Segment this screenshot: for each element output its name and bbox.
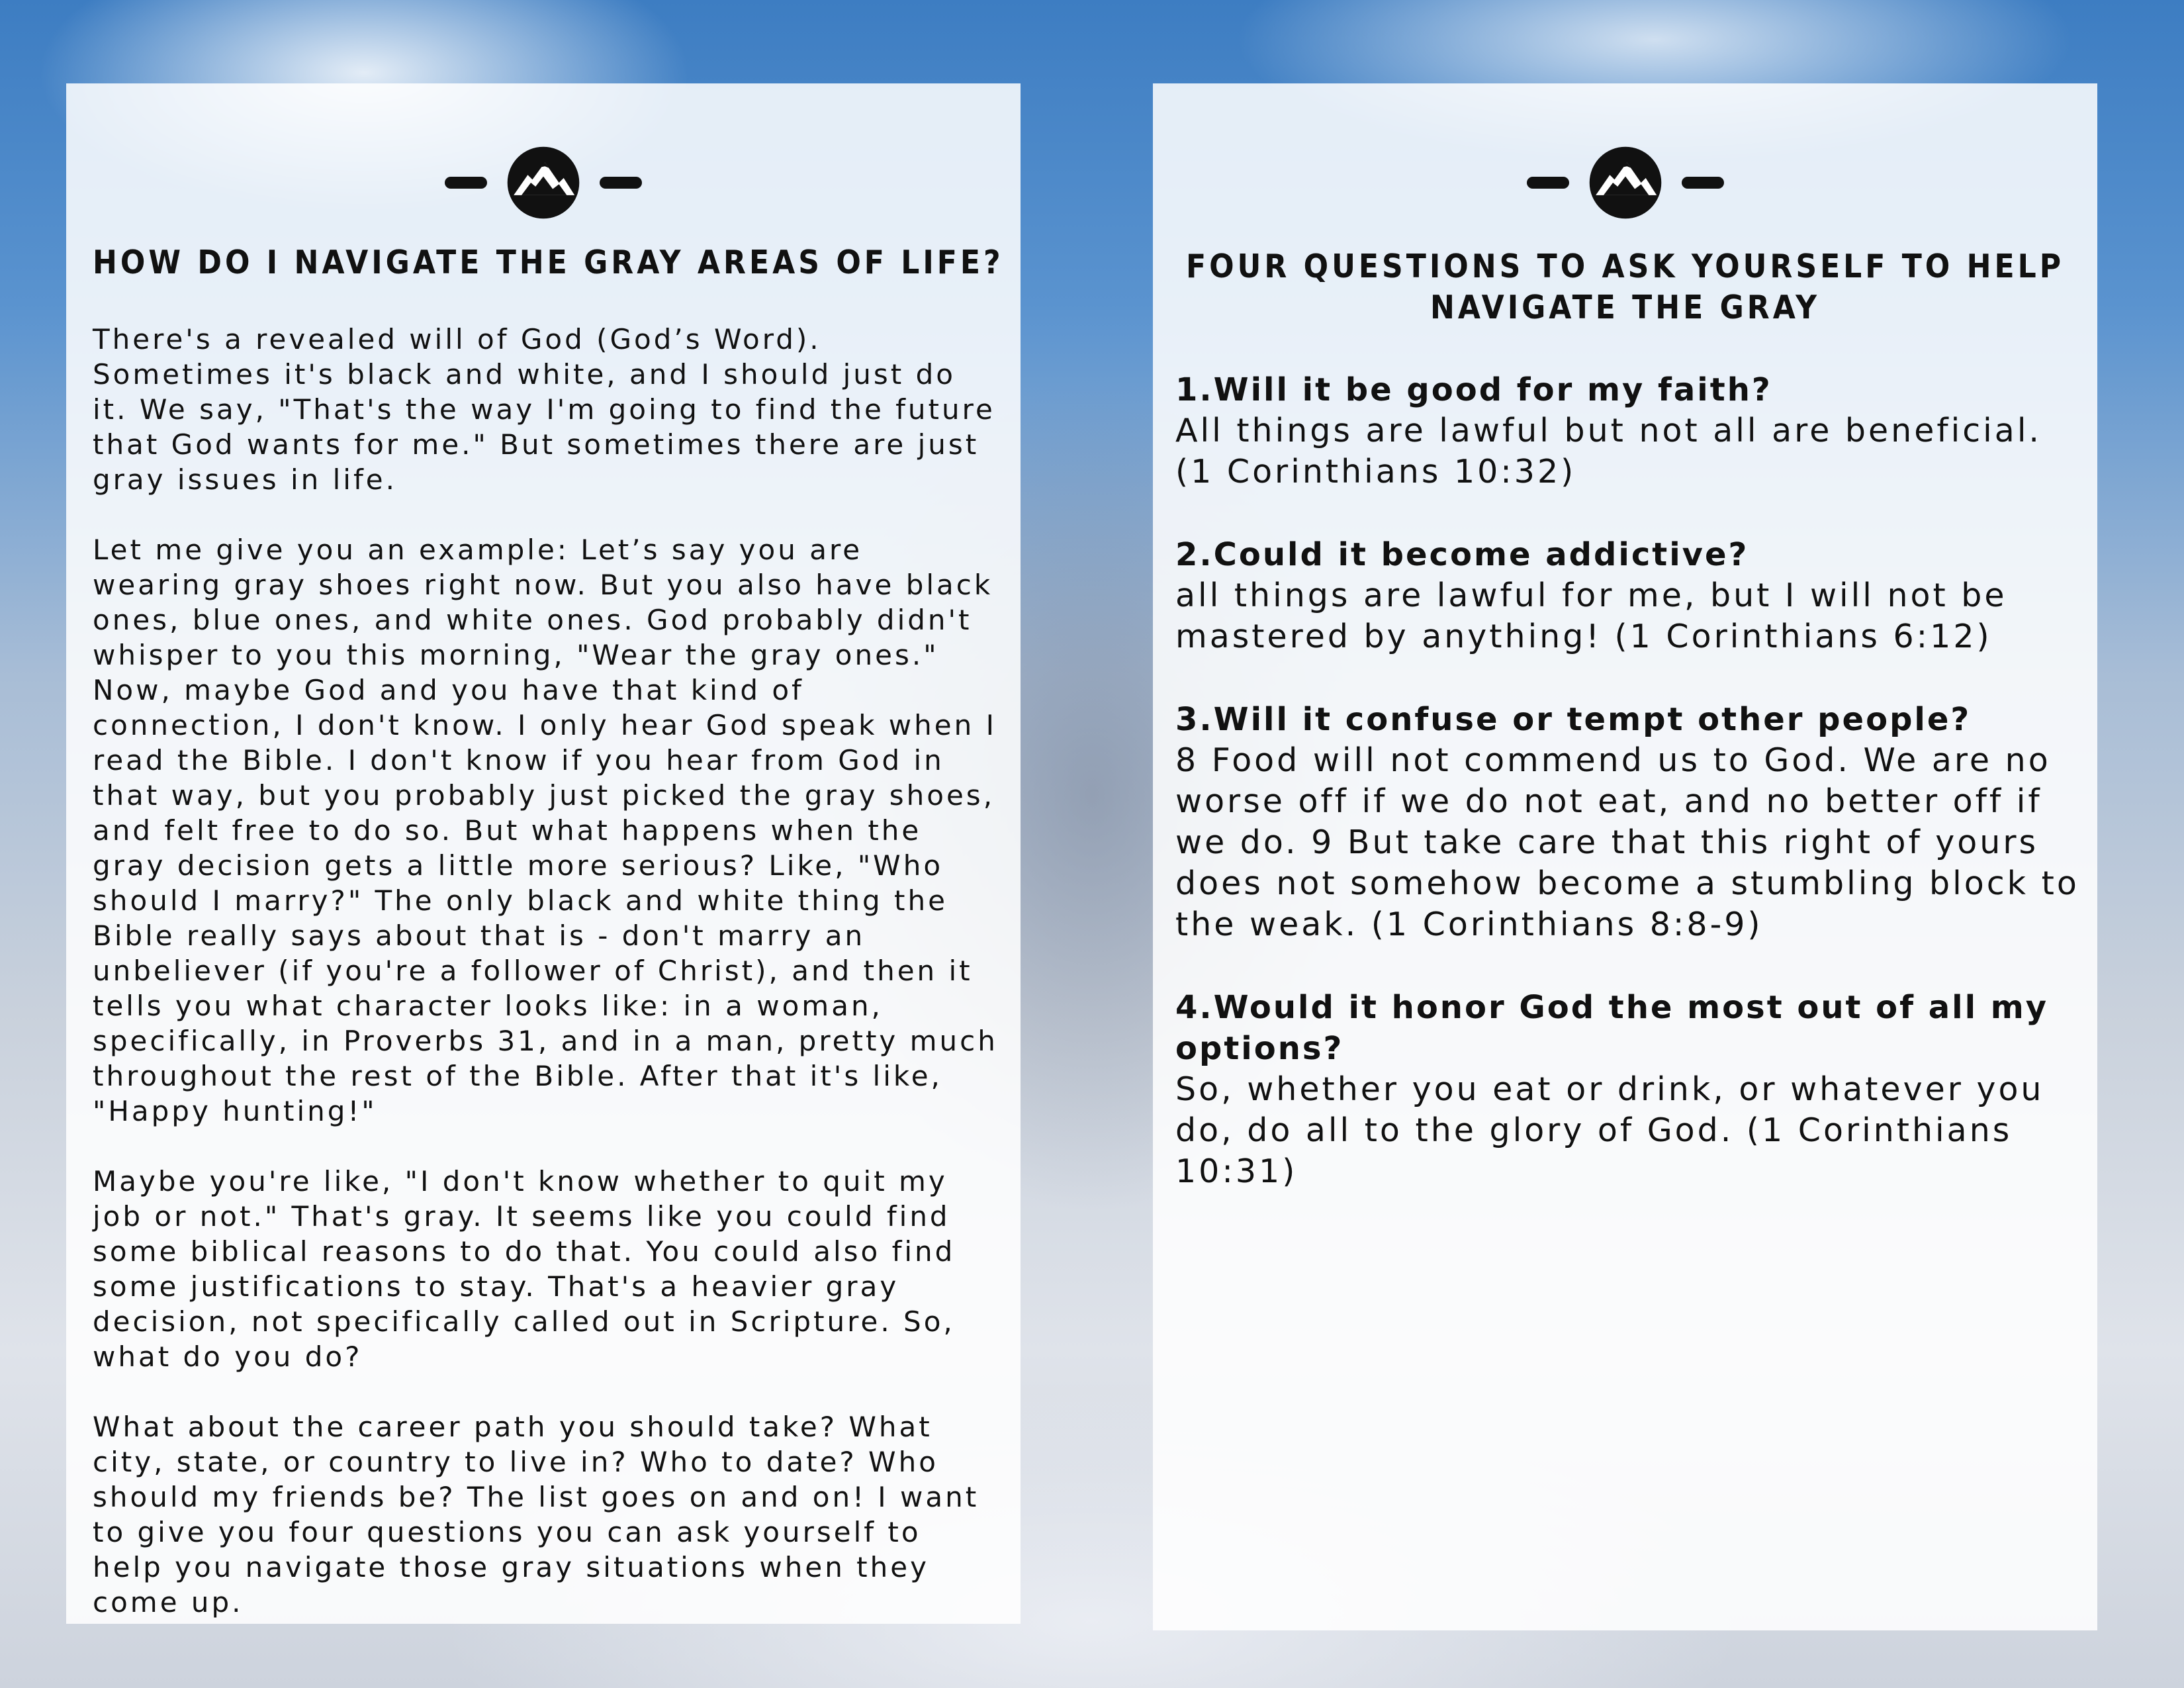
question-item [1175,369,2089,492]
question-text: 8 Food will not commend us to God. We are no worse off if we do not eat, and no better off if we do. 9 But take care that this right of yours does not somehow become a stumbling block to the weak. (1 Corinthians 8:8-9) [1175,741,2079,943]
left-dash [1527,177,1569,189]
question-title: 4.Would it honor God the most out of all my options? [1175,989,2049,1067]
right-panel [1153,83,2097,1630]
left-dash [445,177,487,189]
question-title: 2.Could it become addictive? [1175,536,1749,573]
left-panel [66,83,1021,1624]
question-title: 3.Will it confuse or tempt other people? [1175,701,1972,738]
question-item [1175,534,2089,657]
question-item [1175,987,2089,1192]
question-text: So, whether you eat or drink, or whatever you do, do all to the glory of God. (1 Corinthians 10:31) [1175,1070,2044,1190]
body-text [93,322,999,1655]
right-dash [600,177,642,189]
paragraph: There's a revealed will of God (God’s Word). Sometimes it's black and white, and I should just do it. We say, "That's the way I'm going to find the future that God wants for me." But sometimes there are just gray issues in life. [93,323,995,496]
question-title: 1.Will it be good for my faith? [1175,371,1772,408]
paragraph: Let me give you an example: Let’s say you are wearing gray shoes right now. But you also have black ones, blue ones, and white ones. God probably didn't whisper to you this morning, "Wear the gray ones." Now, maybe God and you have that kind of connection, I don't know. I only hear God speak when I read the Bible. I don't know if you hear from God in that way, but you probably just picked the gray shoes, and felt free to do so. But what happens when the gray decision gets a little more serious? Like, "Who should I marry?" The only black and white thing the Bible really says about that is - don't marry an unbeliever (if you're a follower of Christ), and then it tells you what character looks like: in a woman, specifically, in Proverbs 31, and in a man, pretty much throughout the rest of the Bible. After that it's like, "Happy hunting!" [93,534,998,1127]
paragraph: Maybe you're like, "I don't know whether to quit my job or not." That's gray. It seems like you could find some biblical reasons to do that. You could also find some justifications to stay. That's a heavier gray decision, not specifically called out in Scripture. So, what do you do? [93,1165,956,1373]
question-item [1175,699,2089,945]
page-title: HOW DO I NAVIGATE THE GRAY AREAS OF LIFE? [93,244,1004,281]
questions-list [1175,369,2089,1234]
question-text: All things are lawful but not all are beneficial. (1 Corinthians 10:32) [1175,412,2042,491]
mountain-emblem-icon [1586,144,1664,222]
right-dash [1682,177,1724,189]
mountain-emblem-icon [504,144,582,222]
paragraph: What about the career path you should take? What city, state, or country to live in? Who to date? Who should my friends be? The list goes on and on! I want to give you four questions you can ask yourself to help you navigate those gray situations when they come up. [93,1411,979,1618]
section-title: FOUR QUESTIONS TO ASK YOURSELF TO HELP NAVIGATE THE GRAY [1185,248,2065,326]
logo-row [1153,143,2097,222]
logo-row [66,143,1021,222]
question-text: all things are lawful for me, but I will not be mastered by anything! (1 Corinthians 6:12) [1175,577,2007,655]
